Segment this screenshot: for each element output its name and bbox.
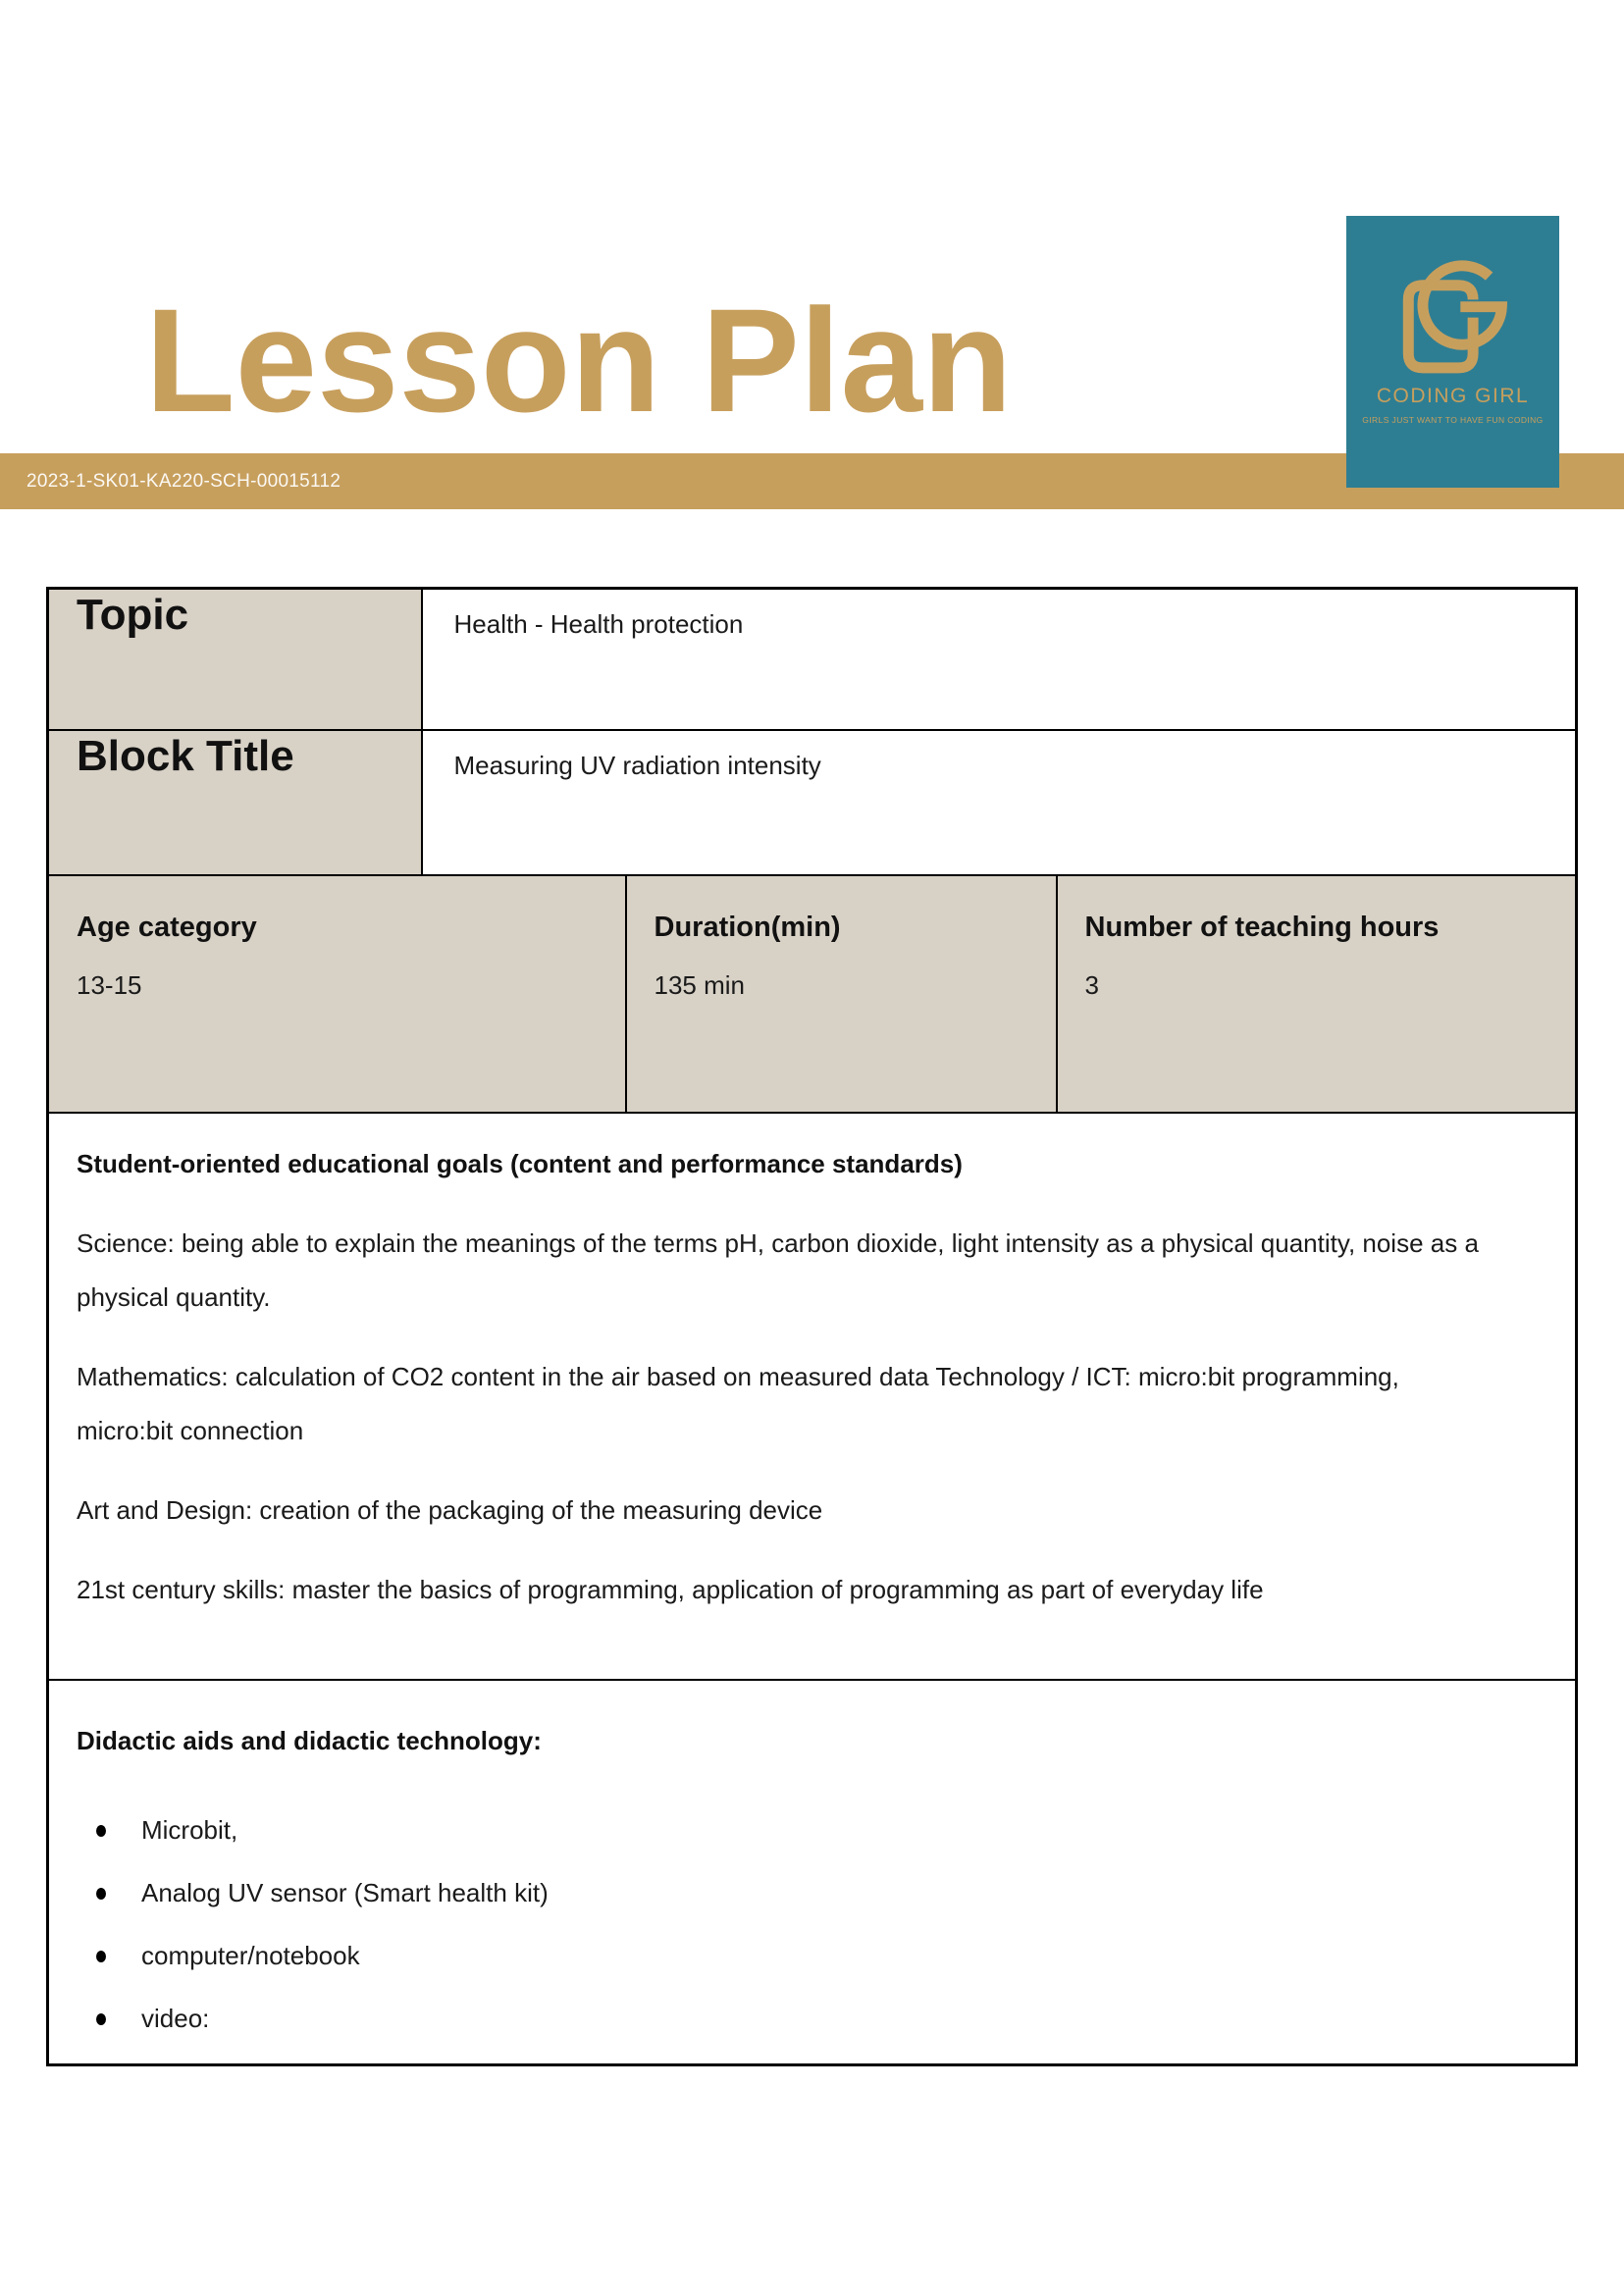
goals-cell xyxy=(48,1113,1577,1680)
block-title-label: Block Title xyxy=(77,731,294,780)
didactic-aid-item: Microbit, xyxy=(96,1812,1536,1848)
didactic-heading: Didactic aids and didactic technology: xyxy=(77,1725,542,1755)
didactic-aid-item: Analog UV sensor (Smart health kit) xyxy=(96,1875,1536,1910)
age-category-value: 13-15 xyxy=(77,969,142,1000)
didactic-cell xyxy=(48,1680,1577,2065)
block-title-label-cell xyxy=(48,730,422,875)
age-category-label: Age category xyxy=(77,911,257,943)
duration-value: 135 min xyxy=(654,969,745,1000)
logo-tagline: GIRLS JUST WANT TO HAVE FUN CODING xyxy=(1362,415,1544,425)
page-title: Lesson Plan xyxy=(145,278,1013,443)
topic-row xyxy=(48,589,1577,730)
topic-value-cell xyxy=(422,589,1577,730)
topic-label: Topic xyxy=(77,591,189,639)
duration-cell xyxy=(626,875,1057,1113)
document-header xyxy=(0,0,1624,587)
lesson-plan-table xyxy=(46,587,1578,2066)
goals-paragraph: Mathematics: calculation of CO2 content in the air based on measured data Technology / ICT: micro:bit programming, micro:bit connection xyxy=(77,1361,1399,1445)
didactic-aids-list xyxy=(96,1812,1536,2036)
goals-paragraphs xyxy=(77,1217,1536,1617)
interlocked-g-monogram-icon xyxy=(1393,251,1513,377)
didactic-aid-item: video: xyxy=(96,2001,1536,2036)
coding-girl-logo xyxy=(1346,216,1559,488)
teaching-hours-cell xyxy=(1057,875,1577,1113)
topic-label-cell xyxy=(48,589,422,730)
goals-paragraph: Science: being able to explain the meanings of the terms pH, carbon dioxide, light intensity as a physical quantity, noise as a physical quantity. xyxy=(77,1227,1479,1312)
teaching-hours-value: 3 xyxy=(1084,969,1099,1000)
topic-value: Health - Health protection xyxy=(453,609,744,639)
meta-row xyxy=(48,875,1577,1113)
teaching-hours-label: Number of teaching hours xyxy=(1084,911,1440,943)
goals-paragraph: Art and Design: creation of the packaging of the measuring device xyxy=(77,1494,823,1525)
block-title-value-cell xyxy=(422,730,1577,875)
logo-wordmark: CODING GIRL xyxy=(1376,385,1530,407)
block-title-value: Measuring UV radiation intensity xyxy=(453,750,821,780)
didactic-row xyxy=(48,1680,1577,2065)
project-code: 2023-1-SK01-KA220-SCH-00015112 xyxy=(26,470,341,492)
goals-heading: Student-oriented educational goals (content and performance standards) xyxy=(77,1148,963,1178)
duration-label: Duration(min) xyxy=(654,911,841,943)
didactic-aid-item: computer/notebook xyxy=(96,1938,1536,1973)
goals-paragraph: 21st century skills: master the basics of programming, application of programming as part of everyday life xyxy=(77,1574,1264,1604)
goals-row xyxy=(48,1113,1577,1680)
block-title-row xyxy=(48,730,1577,875)
age-category-cell xyxy=(48,875,626,1113)
